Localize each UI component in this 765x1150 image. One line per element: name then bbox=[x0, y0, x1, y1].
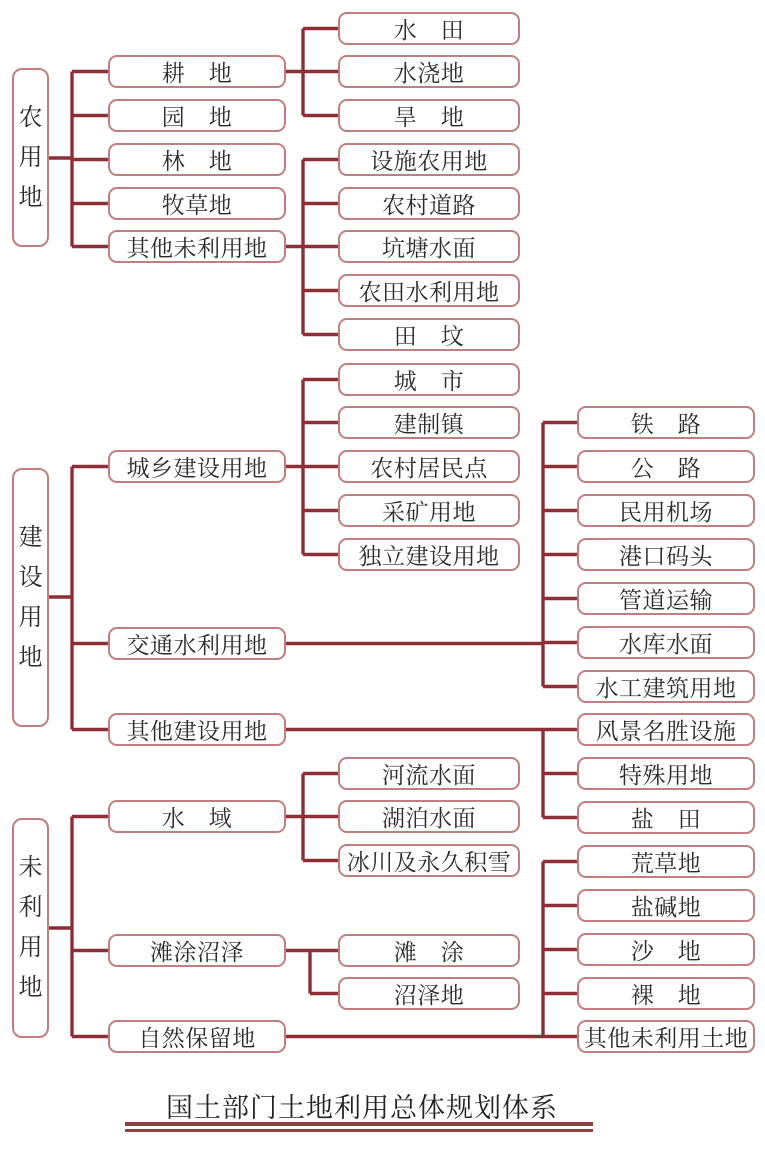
node-pond-water: 坑塘水面 bbox=[338, 230, 520, 263]
node-dry-land: 旱 地 bbox=[338, 99, 520, 132]
connector-urban-rural-construction-land bbox=[286, 380, 338, 555]
node-forest-land: 林 地 bbox=[108, 143, 286, 176]
node-cultivated-land: 耕 地 bbox=[108, 55, 286, 88]
node-mining-land: 采矿用地 bbox=[338, 494, 520, 527]
node-field-ridge: 田 坟 bbox=[338, 318, 520, 351]
node-other-construction-land: 其他建设用地 bbox=[108, 713, 286, 746]
node-irrigated-land: 水浇地 bbox=[338, 55, 520, 88]
connector-unused-land bbox=[48, 817, 108, 1037]
node-wild-grassland: 荒草地 bbox=[577, 845, 755, 878]
node-glacier-snow: 冰川及永久积雪 bbox=[338, 844, 520, 877]
connector-agricultural-land bbox=[48, 72, 108, 247]
node-transport-water-conservancy-land: 交通水利用地 bbox=[108, 627, 286, 660]
connector-tidal-flat-marsh bbox=[286, 951, 338, 994]
node-other-unutilized-land: 其他未利用土地 bbox=[577, 1020, 755, 1053]
node-facility-agricultural-land: 设施农用地 bbox=[338, 143, 520, 176]
node-tidal-flat: 滩 涂 bbox=[338, 934, 520, 967]
node-independent-construction-land: 独立建设用地 bbox=[338, 538, 520, 571]
node-reservoir-water: 水库水面 bbox=[577, 626, 755, 659]
node-rural-settlement: 农村居民点 bbox=[338, 450, 520, 483]
node-natural-reserve-land: 自然保留地 bbox=[108, 1020, 286, 1053]
node-civil-airport: 民用机场 bbox=[577, 494, 755, 527]
node-bare-land: 裸 地 bbox=[577, 977, 755, 1010]
node-city: 城 市 bbox=[338, 363, 520, 396]
node-pasture-land: 牧草地 bbox=[108, 187, 286, 220]
node-agricultural-land: 农用地 bbox=[12, 68, 49, 247]
node-other-unused-land: 其他未利用地 bbox=[108, 230, 286, 263]
node-special-land: 特殊用地 bbox=[577, 757, 755, 790]
title-underline bbox=[125, 1122, 593, 1132]
node-marsh-land: 沼泽地 bbox=[338, 977, 520, 1010]
node-unused-land: 未利用地 bbox=[12, 818, 49, 1038]
node-farmland-irrigation-land: 农田水利用地 bbox=[338, 274, 520, 307]
node-railway: 铁 路 bbox=[577, 406, 755, 439]
node-paddy-field: 水 田 bbox=[338, 12, 520, 45]
node-construction-land: 建设用地 bbox=[12, 468, 49, 727]
node-lake-water: 湖泊水面 bbox=[338, 800, 520, 833]
node-scenic-facility: 风景名胜设施 bbox=[577, 713, 755, 746]
connector-cultivated-land bbox=[286, 29, 338, 116]
node-hydraulic-structure-land: 水工建筑用地 bbox=[577, 670, 755, 703]
connector-construction-land bbox=[48, 467, 108, 730]
node-saline-alkali-land: 盐碱地 bbox=[577, 889, 755, 922]
connector-other-unused-land bbox=[286, 160, 338, 335]
node-water-area: 水 域 bbox=[108, 800, 286, 833]
connector-water-area bbox=[286, 774, 338, 861]
node-sandy-land: 沙 地 bbox=[577, 933, 755, 966]
node-urban-rural-construction-land: 城乡建设用地 bbox=[108, 450, 286, 483]
node-pipeline-transport: 管道运输 bbox=[577, 582, 755, 615]
node-garden-land: 园 地 bbox=[108, 99, 286, 132]
node-rural-road: 农村道路 bbox=[338, 187, 520, 220]
node-salt-pan: 盐 田 bbox=[577, 801, 755, 834]
node-tidal-flat-marsh: 滩涂沼泽 bbox=[108, 934, 286, 967]
node-port-wharf: 港口码头 bbox=[577, 538, 755, 571]
node-highway: 公 路 bbox=[577, 450, 755, 483]
node-designated-town: 建制镇 bbox=[338, 406, 520, 439]
node-river-water: 河流水面 bbox=[338, 757, 520, 790]
diagram-title: 国土部门土地利用总体规划体系 bbox=[166, 1093, 558, 1123]
